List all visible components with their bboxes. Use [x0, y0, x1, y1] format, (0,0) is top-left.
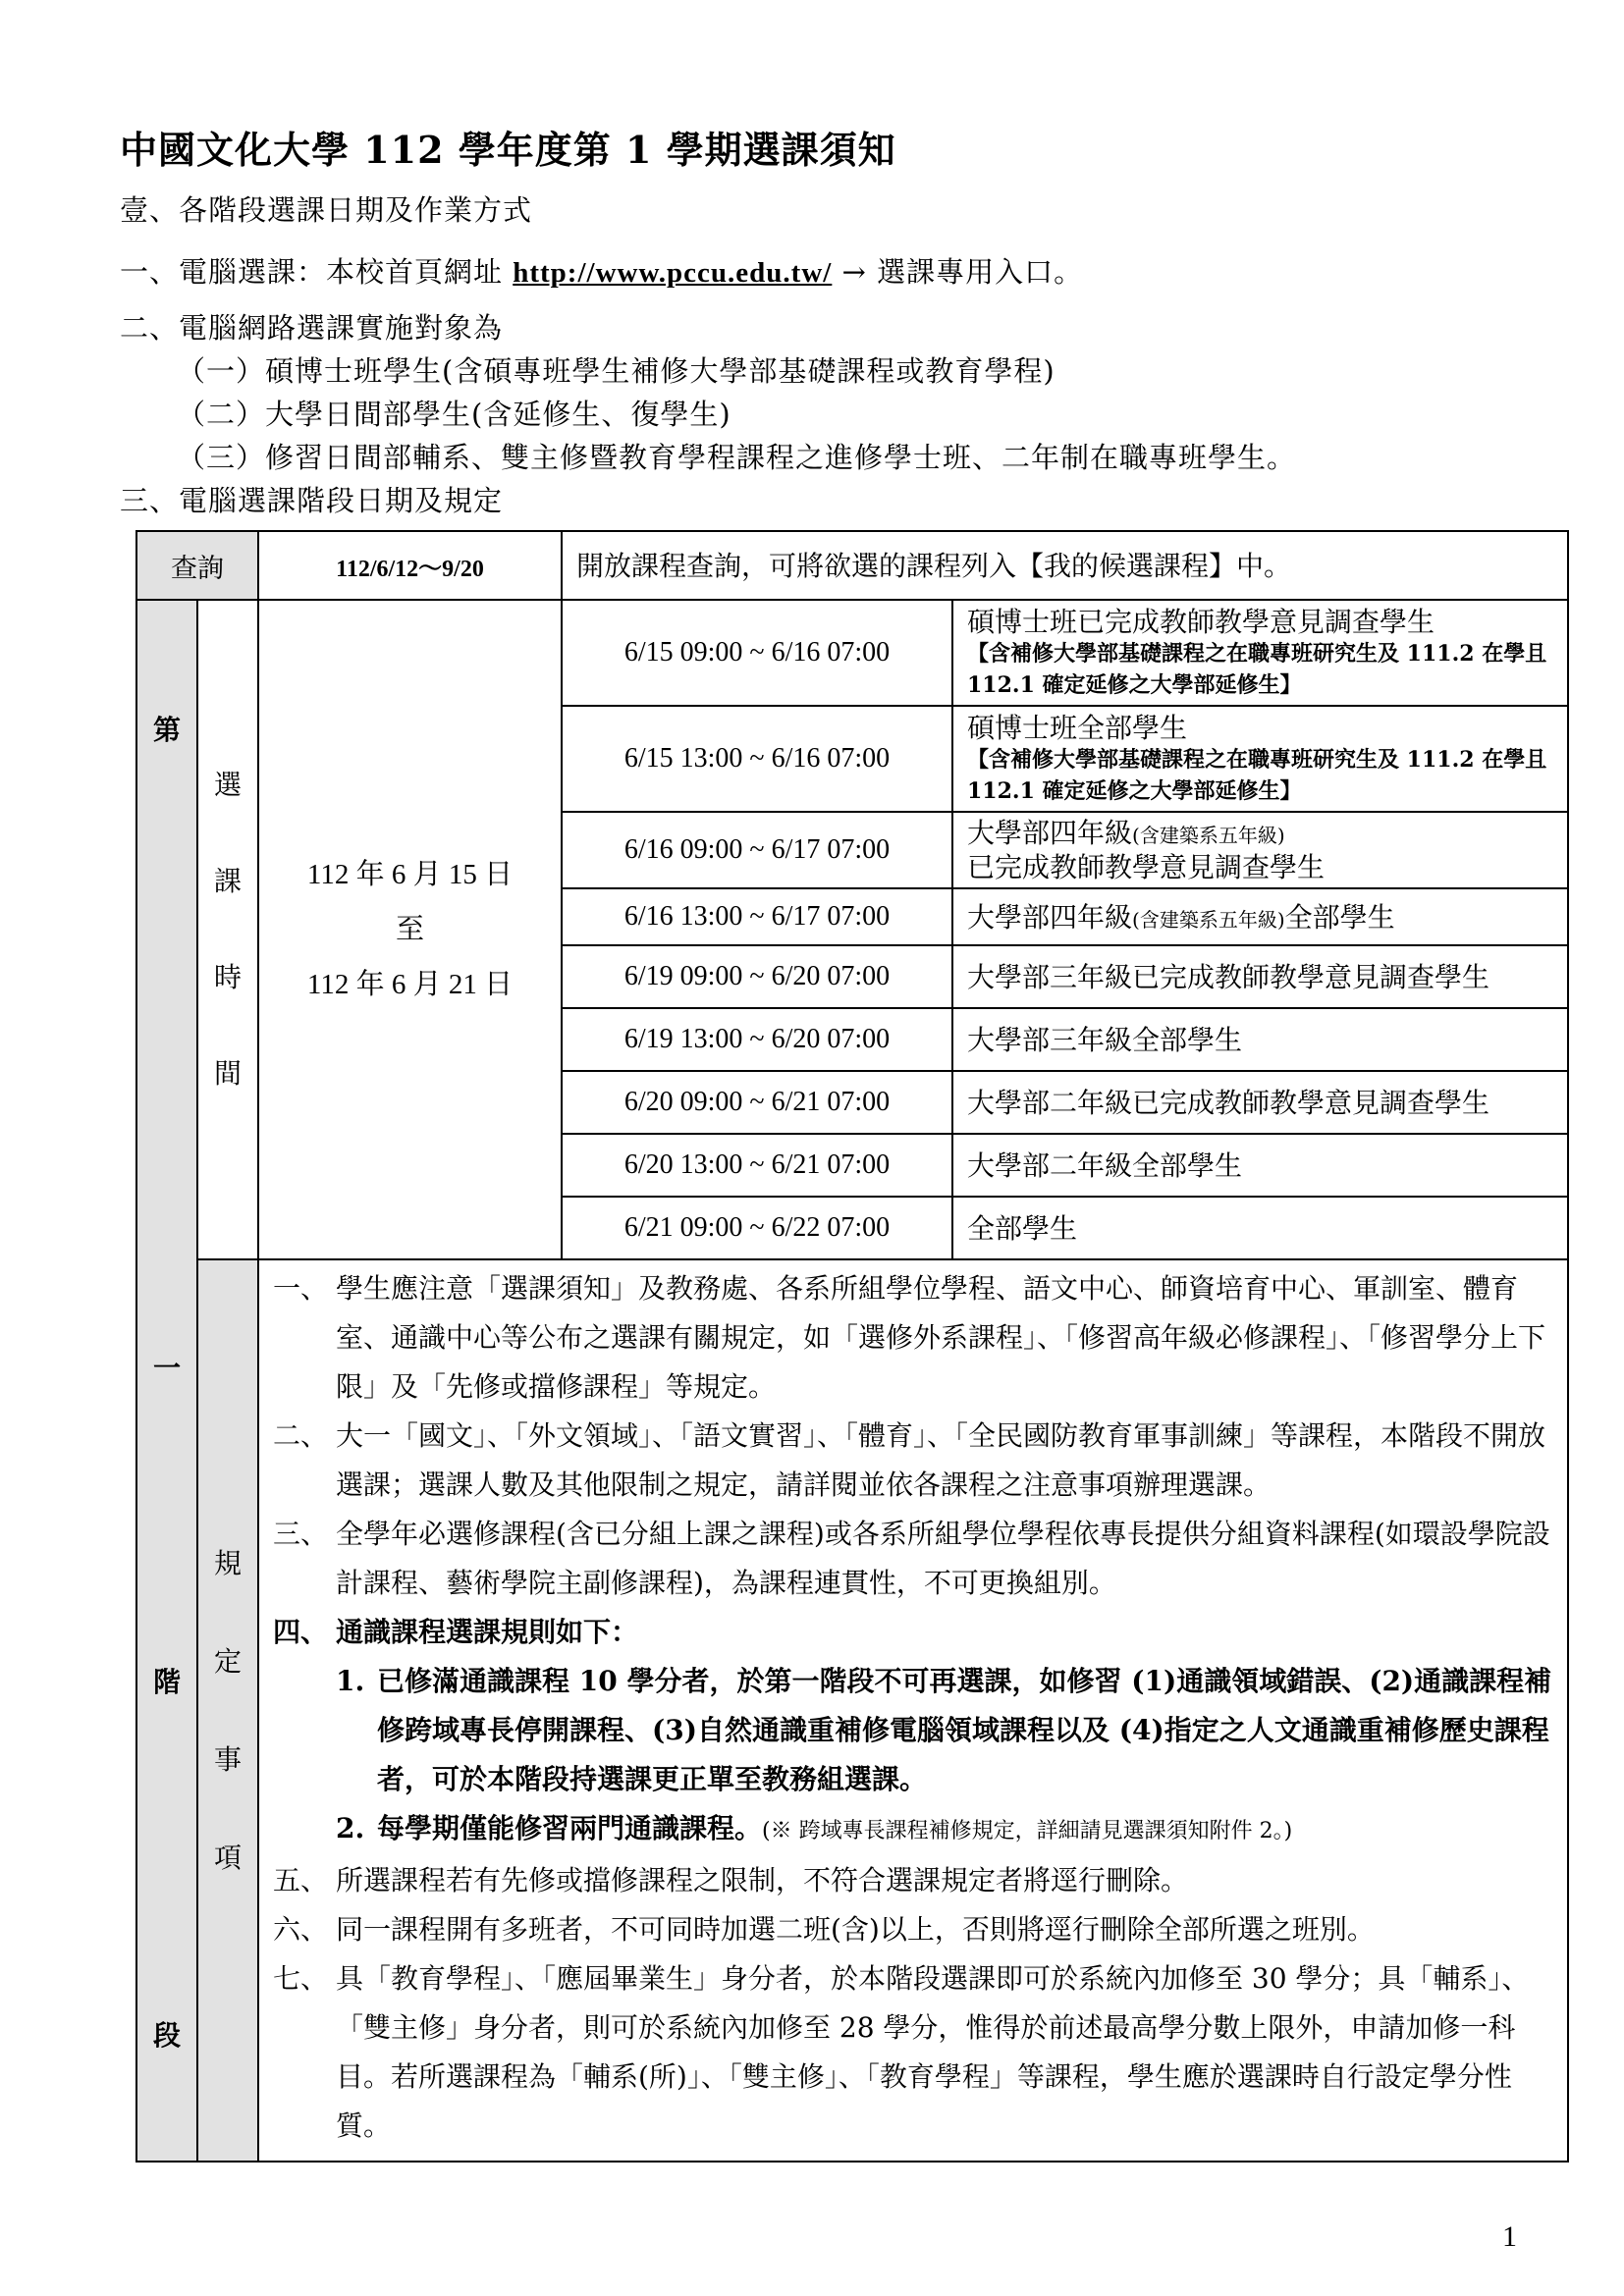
- rules-content: [258, 1259, 1568, 2162]
- sub-rule-item: 2. 每學期僅能修習兩門通識課程。(※ 跨域專長課程補修規定，詳細請見選課須知附件 2。): [336, 1812, 1293, 1844]
- rule-char: 事: [213, 1742, 242, 1776]
- time-char: 時: [213, 961, 242, 993]
- slot-who: 大學部二年級全部學生: [952, 1134, 1568, 1197]
- selection-date-range: [258, 600, 562, 1259]
- slot-time: 6/16 13:00 ~ 6/17 07:00: [562, 888, 952, 945]
- homepage-link[interactable]: http://www.pccu.edu.tw/: [513, 257, 833, 289]
- stage-char-1: 第: [152, 713, 181, 746]
- rule-char: 定: [213, 1644, 242, 1678]
- slot-time: 6/19 13:00 ~ 6/20 07:00: [562, 1008, 952, 1071]
- query-row: [136, 531, 1568, 600]
- rules-row: [136, 1259, 1568, 2162]
- slot-who: [952, 812, 1568, 888]
- document-title: 中國文化大學 112 學年度第 1 學期選課須知: [120, 128, 896, 172]
- item-3-title: 三、電腦選課階段日期及規定: [120, 484, 504, 517]
- slot-who: 大學部三年級全部學生: [952, 1008, 1568, 1071]
- query-desc: 開放課程查詢，可將欲選的課程列入【我的候選課程】中。: [562, 531, 1568, 600]
- slot-who: 大學部二年級已完成教師教學意見調查學生: [952, 1071, 1568, 1134]
- slot-who-sub: (含建築系五年級): [1132, 824, 1285, 847]
- slot-who-text: 大學部四年級: [967, 817, 1133, 849]
- time-label: [197, 600, 258, 1259]
- sub-rule-item: 1. 已修滿通識課程 10 學分者，於第一階段不可再選課，如修習 (1)通識領域錯誤、(2)通識課程補修跨域專長停開課程、(3)自然通識重補修電腦領域課程以及 (4)指定之人文通識重補修歷史課程者，可於本階段持選課更正單至教務組選課。: [336, 1665, 1552, 1795]
- slot-note: 【含補修大學部基礎課程之在職專班研究生及 111.2 在學且 112.1 確定延修之大學部延修生】: [967, 746, 1547, 804]
- time-char: 課: [213, 865, 242, 897]
- item-1-suffix: → 選課專用入口。: [832, 255, 1084, 289]
- stage-label: [136, 600, 197, 2162]
- date-to: 112 年 6 月 21 日: [306, 969, 514, 1000]
- date-to-word: 至: [395, 914, 424, 945]
- slot-who: 大學部三年級已完成教師教學意見調查學生: [952, 945, 1568, 1008]
- stage-char-4: 段: [152, 2018, 181, 2052]
- slot-who-text: 大學部四年級: [967, 900, 1133, 934]
- item-1-prefix: 一、電腦選課：本校首頁網址: [120, 255, 514, 289]
- query-label: 查詢: [136, 531, 258, 600]
- item-2-title: 二、電腦網路選課實施對象為: [120, 311, 504, 345]
- rules-label: [197, 1259, 258, 2162]
- rule-item: 二、 大一「國文」、「外文領域」、「語文實習」、「體育」、「全民國防教育軍事訓練」等課程，本階段不開放選課；選課人數及其他限制之規定，請詳閱並依各課程之注意事項辦理選課。: [273, 1419, 1546, 1501]
- sub-rule-note: (※ 跨域專長課程補修規定，詳細請見選課須知附件 2。): [762, 1819, 1293, 1843]
- page-number: 1: [1502, 2220, 1517, 2253]
- query-range: 112/6/12～9/20: [258, 531, 562, 600]
- rule-item: 七、 具「教育學程」、「應屆畢業生」身分者，於本階段選課即可於系統內加修至 30 學分；具「輔系」、「雙主修」身分者，則可於系統內加修至 28 學分，惟得於前述最高學分數上限外，申請加修一科目。若所選課程為「輔系(所)」、「雙主修」、「教育學程」等課程，學生應於選課時自行設定學分性質。: [273, 1962, 1530, 2142]
- item-2-sub-2: （二）大學日間部學生(含延修生、復學生): [177, 398, 731, 431]
- item-2-sub-3: （三）修習日間部輔系、雙主修暨教育學程課程之進修學士班、二年制在職專班學生。: [177, 441, 1297, 474]
- slot-time: 6/15 13:00 ~ 6/16 07:00: [562, 706, 952, 812]
- rule-item: 四、 通識課程選課規則如下：: [273, 1616, 639, 1648]
- slot-time: 6/15 09:00 ~ 6/16 07:00: [562, 600, 952, 706]
- rule-item: 三、 全學年必選修課程(含已分組上課之課程)或各系所組學位學程依專長提供分組資料課程(如環設學院設計課程、藝術學院主副修課程)，為課程連貫性，不可更換組別。: [273, 1518, 1550, 1599]
- slot-row: [136, 600, 1568, 706]
- date-from: 112 年 6 月 15 日: [306, 859, 514, 890]
- stage-char-3: 階: [152, 1665, 181, 1698]
- slot-time: 6/21 09:00 ~ 6/22 07:00: [562, 1197, 952, 1259]
- slot-who: [952, 706, 1568, 812]
- slot-who: 全部學生: [952, 1197, 1568, 1259]
- slot-who-text: 碩博士班全部學生: [967, 711, 1188, 744]
- time-char: 間: [213, 1057, 242, 1090]
- item-1: [120, 250, 1083, 291]
- section-heading: 壹、各階段選課日期及作業方式: [120, 193, 533, 227]
- slot-time: 6/20 09:00 ~ 6/21 07:00: [562, 1071, 952, 1134]
- slot-who: [952, 888, 1568, 945]
- rule-char: 項: [213, 1841, 242, 1874]
- rule-char: 規: [213, 1546, 242, 1579]
- slot-time: 6/20 13:00 ~ 6/21 07:00: [562, 1134, 952, 1197]
- rule-item: 五、 所選課程若有先修或擋修課程之限制，不符合選課規定者將逕行刪除。: [273, 1864, 1189, 1896]
- slot-time: 6/16 09:00 ~ 6/17 07:00: [562, 812, 952, 888]
- slot-who-sub: (含建築系五年級): [1132, 907, 1285, 932]
- slot-note: 【含補修大學部基礎課程之在職專班研究生及 111.2 在學且 112.1 確定延修之大學部延修生】: [967, 640, 1547, 698]
- slot-who-text: 全部學生: [1284, 900, 1395, 934]
- rule-item: 六、 同一課程開有多班者，不可同時加選二班(含)以上，否則將逕行刪除全部所選之班別。: [273, 1913, 1375, 1946]
- slot-who-text: 已完成教師教學意見調查學生: [967, 851, 1326, 883]
- stage-char-2: 一: [152, 1351, 181, 1384]
- schedule-table: [135, 530, 1569, 2163]
- slot-who: [952, 600, 1568, 706]
- time-char: 選: [213, 769, 242, 801]
- slot-time: 6/19 09:00 ~ 6/20 07:00: [562, 945, 952, 1008]
- rule-item: 一、 學生應注意「選課須知」及教務處、各系所組學位學程、語文中心、師資培育中心、軍訓室、體育室、通識中心等公布之選課有關規定，如「選修外系課程」、「修習高年級必修課程」、「修習學分上下限」及「先修或擋修課程」等規定。: [273, 1272, 1546, 1403]
- slot-who-text: 碩博士班已完成教師教學意見調查學生: [967, 605, 1435, 638]
- item-2-sub-1: （一）碩博士班學生(含碩專班學生補修大學部基礎課程或教育學程): [177, 354, 1056, 388]
